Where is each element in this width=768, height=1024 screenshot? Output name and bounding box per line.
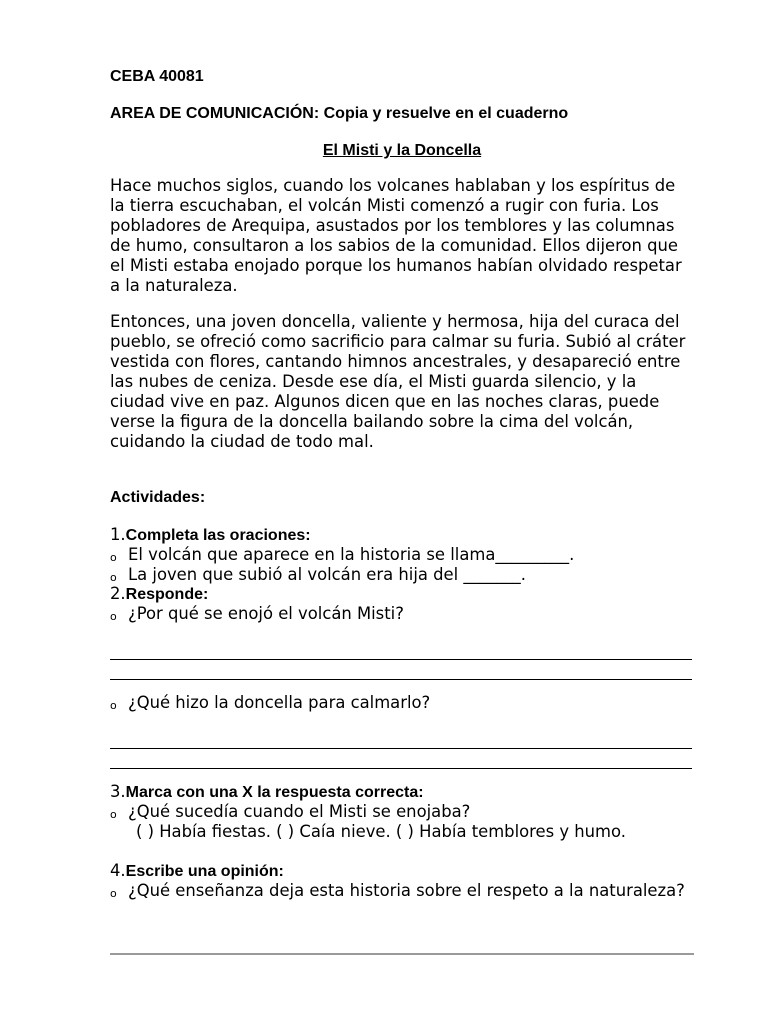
section-4-heading [110, 861, 284, 882]
bullet-icon: o [110, 571, 117, 584]
section-1-title: Completa las oraciones: [125, 527, 311, 544]
answer-line [110, 659, 692, 660]
question-text: ¿Por qué se enojó el volcán Misti? [128, 604, 404, 623]
bullet-icon: o [110, 699, 117, 712]
worksheet-page [110, 0, 694, 1024]
answer-line [110, 768, 692, 769]
answer-options: ( ) Había fiestas. ( ) Caía nieve. ( ) Había temblores y humo. [136, 822, 626, 841]
area-heading: AREA DE COMUNICACIÓN: Copia y resuelve en el cuaderno [110, 105, 569, 122]
bullet-icon: o [110, 808, 117, 821]
section-2-number: 2. [110, 584, 126, 603]
section-4-number: 4. [110, 861, 126, 880]
story-title-text: El Misti y la Doncella [322, 142, 482, 159]
section-3-heading [110, 782, 424, 803]
question-text: El volcán que aparece en la historia se llama_________. [128, 545, 575, 564]
story-title [110, 141, 694, 161]
story-paragraph-1: Hace muchos siglos, cuando los volcanes hablaban y los espíritus de la tierra escuchaban, el volcán Misti comenzó a rugir con furia. Los pobladores de Arequipa, asustados por los temblores y las columnas de humo, consultaron a los sabios de la comunidad. Ellos dijeron que el Misti estaba enojado porque los humanos habían olvidado respetar a la naturaleza. [110, 176, 682, 295]
bullet-icon: o [110, 887, 117, 900]
bullet-icon: o [110, 610, 117, 623]
question-text: ¿Qué sucedía cuando el Misti se enojaba? [128, 802, 471, 821]
answer-line [110, 748, 692, 749]
activities-label: Actividades: [110, 489, 206, 506]
school-code: CEBA 40081 [110, 68, 204, 85]
question-text: ¿Qué hizo la doncella para calmarlo? [128, 693, 431, 712]
section-1-heading [110, 525, 311, 546]
story-paragraph-2: Entonces, una joven doncella, valiente y hermosa, hija del curaca del pueblo, se ofreció como sacrificio para calmar su furia. Subió al cráter vestida con flores, cantando himnos ancestrales, y desapareció entre las nubes de ceniza. Desde ese día, el Misti guarda silencio, y la ciudad vive en paz. Algunos dicen que en las noches claras, puede verse la figura de la doncella bailando sobre la cima del volcán, cuidando la ciudad de todo mal. [110, 312, 686, 451]
section-3-title: Marca con una X la respuesta correcta: [125, 784, 424, 801]
section-1-number: 1. [110, 525, 126, 544]
section-3-number: 3. [110, 782, 126, 801]
answer-line [110, 679, 692, 680]
section-2-heading [110, 584, 208, 605]
section-2-title: Responde: [125, 586, 209, 603]
page-divider [110, 953, 694, 955]
bullet-icon: o [110, 551, 117, 564]
section-4-title: Escribe una opinión: [125, 863, 284, 880]
question-text: ¿Qué enseñanza deja esta historia sobre el respeto a la naturaleza? [128, 881, 685, 900]
question-text: La joven que subió al volcán era hija del _______. [128, 565, 526, 584]
